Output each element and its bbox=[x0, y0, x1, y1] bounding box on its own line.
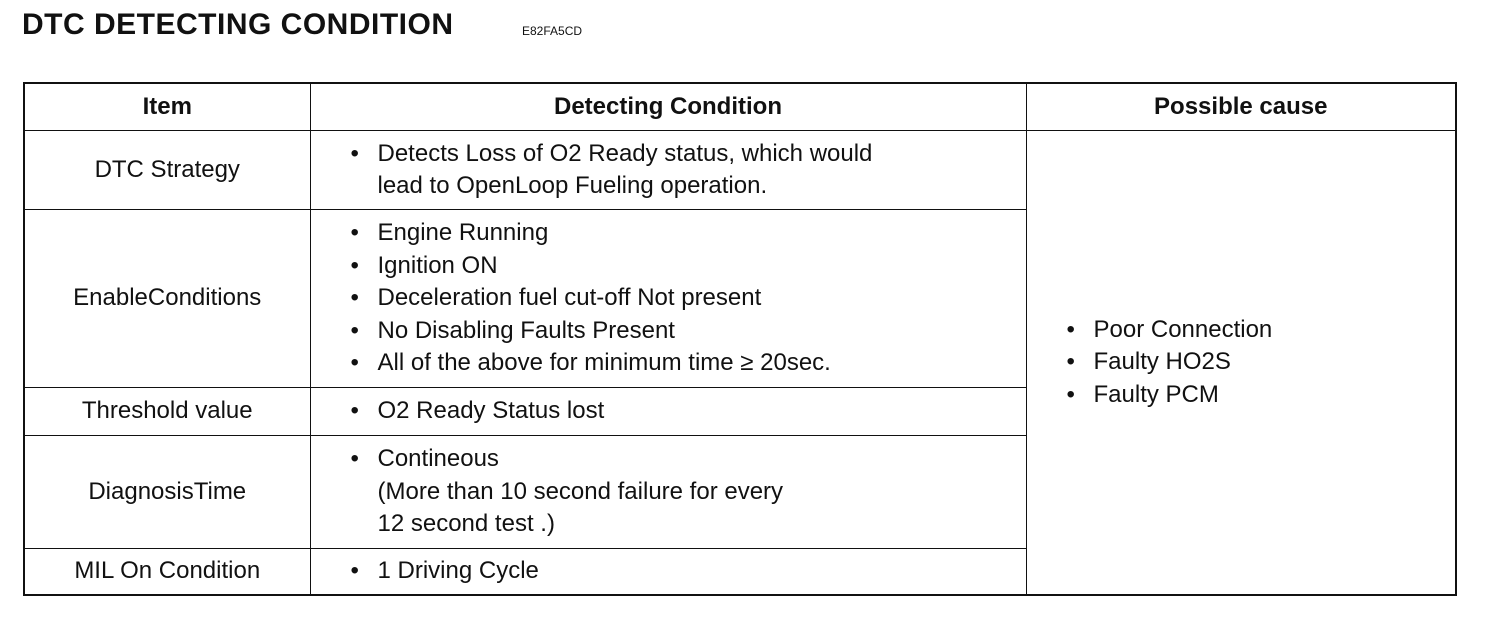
condition-bullet: • O2 Ready Status lost bbox=[351, 395, 1026, 428]
column-header-detecting-condition: Detecting Condition bbox=[310, 83, 1026, 131]
possible-cause-list bbox=[1067, 314, 1456, 412]
condition-cell bbox=[310, 436, 1026, 549]
possible-cause-bullet: • Faulty HO2S bbox=[1067, 346, 1456, 379]
condition-bullet: • 1 Driving Cycle bbox=[351, 555, 1026, 588]
condition-bullet: • Deceleration fuel cut-off Not present bbox=[351, 282, 1026, 315]
table-header-row bbox=[24, 83, 1456, 131]
condition-text: lead to OpenLoop Fueling operation. bbox=[377, 172, 768, 199]
condition-bullet: • All of the above for minimum time ≥ 20sec. bbox=[351, 347, 1026, 380]
page-title: DTC DETECTING CONDITION bbox=[22, 8, 454, 41]
possible-cause-bullet: • Faulty PCM bbox=[1067, 379, 1456, 412]
condition-cell bbox=[310, 131, 1026, 210]
table-row bbox=[24, 131, 1456, 210]
item-cell: DiagnosisTime bbox=[24, 436, 310, 549]
condition-cell bbox=[310, 210, 1026, 388]
condition-text: • Contineous bbox=[377, 445, 499, 473]
condition-bullet: • No Disabling Faults Present bbox=[351, 315, 1026, 348]
condition-list bbox=[351, 138, 1026, 203]
condition-bullet bbox=[351, 443, 1026, 541]
condition-list bbox=[351, 555, 1026, 588]
condition-bullet: • Engine Running bbox=[351, 217, 1026, 250]
possible-cause-bullet: • Poor Connection bbox=[1067, 314, 1456, 347]
condition-list bbox=[351, 217, 1026, 380]
condition-bullet bbox=[351, 138, 1026, 203]
condition-bullet: • Ignition ON bbox=[351, 250, 1026, 283]
condition-text: • Detects Loss of O2 Ready status, which would bbox=[377, 139, 873, 167]
dtc-table bbox=[23, 82, 1457, 596]
column-header-possible-cause: Possible cause bbox=[1026, 83, 1456, 131]
item-cell: MIL On Condition bbox=[24, 549, 310, 595]
item-cell: EnableConditions bbox=[24, 210, 310, 388]
possible-cause-cell bbox=[1026, 131, 1456, 595]
condition-text: (More than 10 second failure for every bbox=[377, 477, 784, 505]
condition-list bbox=[351, 443, 1026, 541]
condition-cell bbox=[310, 549, 1026, 595]
condition-text: 12 second test .) bbox=[377, 510, 555, 538]
column-header-item: Item bbox=[24, 83, 310, 131]
condition-cell bbox=[310, 388, 1026, 436]
item-cell: Threshold value bbox=[24, 388, 310, 436]
document-code: E82FA5CD bbox=[522, 24, 583, 38]
condition-list bbox=[351, 395, 1026, 428]
item-cell: DTC Strategy bbox=[24, 131, 310, 210]
